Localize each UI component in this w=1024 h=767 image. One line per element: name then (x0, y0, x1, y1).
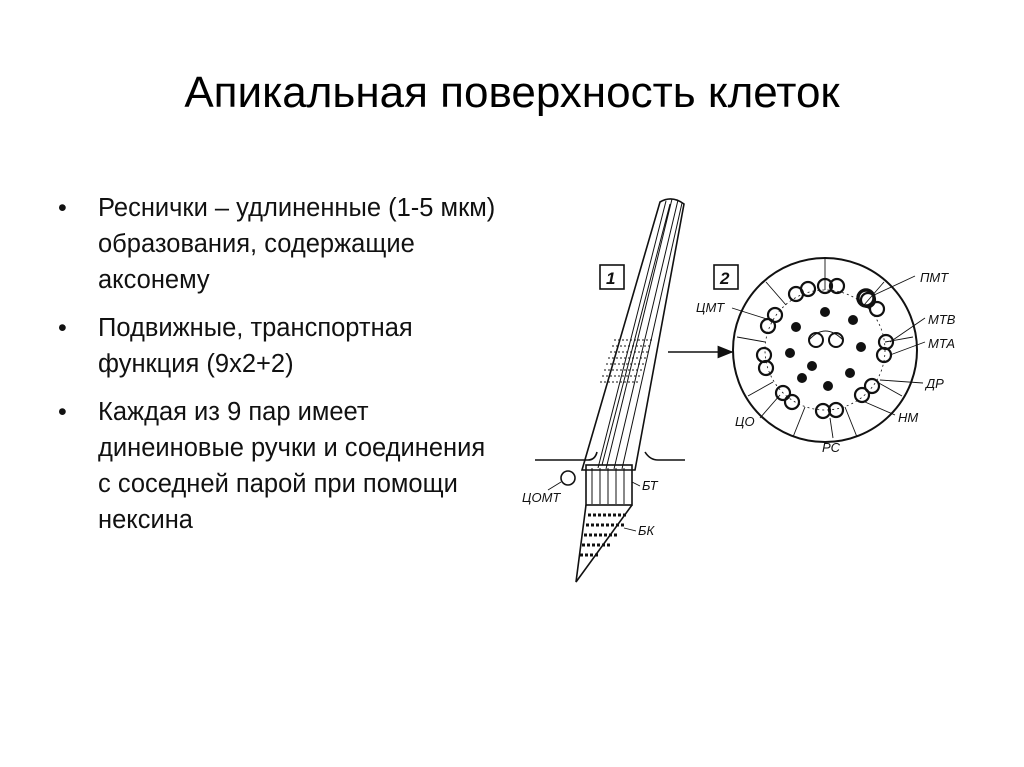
panel-1-number: 1 (606, 269, 616, 288)
bullet-item (58, 394, 498, 538)
slide-title: Апикальная поверхность клеток (184, 68, 840, 117)
label-bt: БТ (642, 478, 658, 493)
central-microtubule-right (829, 333, 843, 347)
bullet-item (58, 190, 498, 298)
label-nm: НМ (898, 410, 919, 425)
label-dr: ДР (926, 376, 944, 391)
label-comt: ЦОМТ (522, 490, 561, 505)
basal-body-lines (592, 468, 624, 504)
bullet-marker: • (58, 398, 67, 426)
label-bk: БК (638, 523, 655, 538)
bullet-text: Реснички – удлиненные (1-5 мкм) образования, содержащие аксонему (98, 194, 496, 294)
bullet-marker: • (58, 314, 67, 342)
bullet-list (58, 190, 498, 550)
cross-section-band (600, 340, 652, 382)
bullet-item (58, 310, 498, 382)
central-microtubule-left (809, 333, 823, 347)
label-cmt: ЦМТ (696, 300, 725, 315)
label-pmt: ПМТ (920, 270, 949, 285)
bullet-marker: • (58, 194, 67, 222)
label-rs: РС (822, 440, 841, 455)
basal-body-outline (586, 465, 632, 505)
comt-circle (561, 471, 575, 485)
axoneme-cross-section (733, 258, 917, 442)
bullet-text: Каждая из 9 пар имеет динеиновые ручки и соединения с соседней парой при помощи нексина (98, 398, 486, 534)
cilium-diagram (500, 190, 970, 590)
panel-2-number: 2 (720, 269, 730, 288)
label-mtv: МТВ (928, 312, 956, 327)
bullet-text: Подвижные, транспортная функция (9х2+2) (98, 314, 413, 378)
cilium-longitudinal-drawing (535, 199, 685, 582)
axoneme-microtubule-lines (598, 199, 682, 469)
label-mta: МТА (928, 336, 956, 351)
dynein-arm-dots (785, 307, 866, 391)
cilium-diagram-svg (500, 190, 970, 590)
label-co: ЦО (735, 414, 755, 429)
